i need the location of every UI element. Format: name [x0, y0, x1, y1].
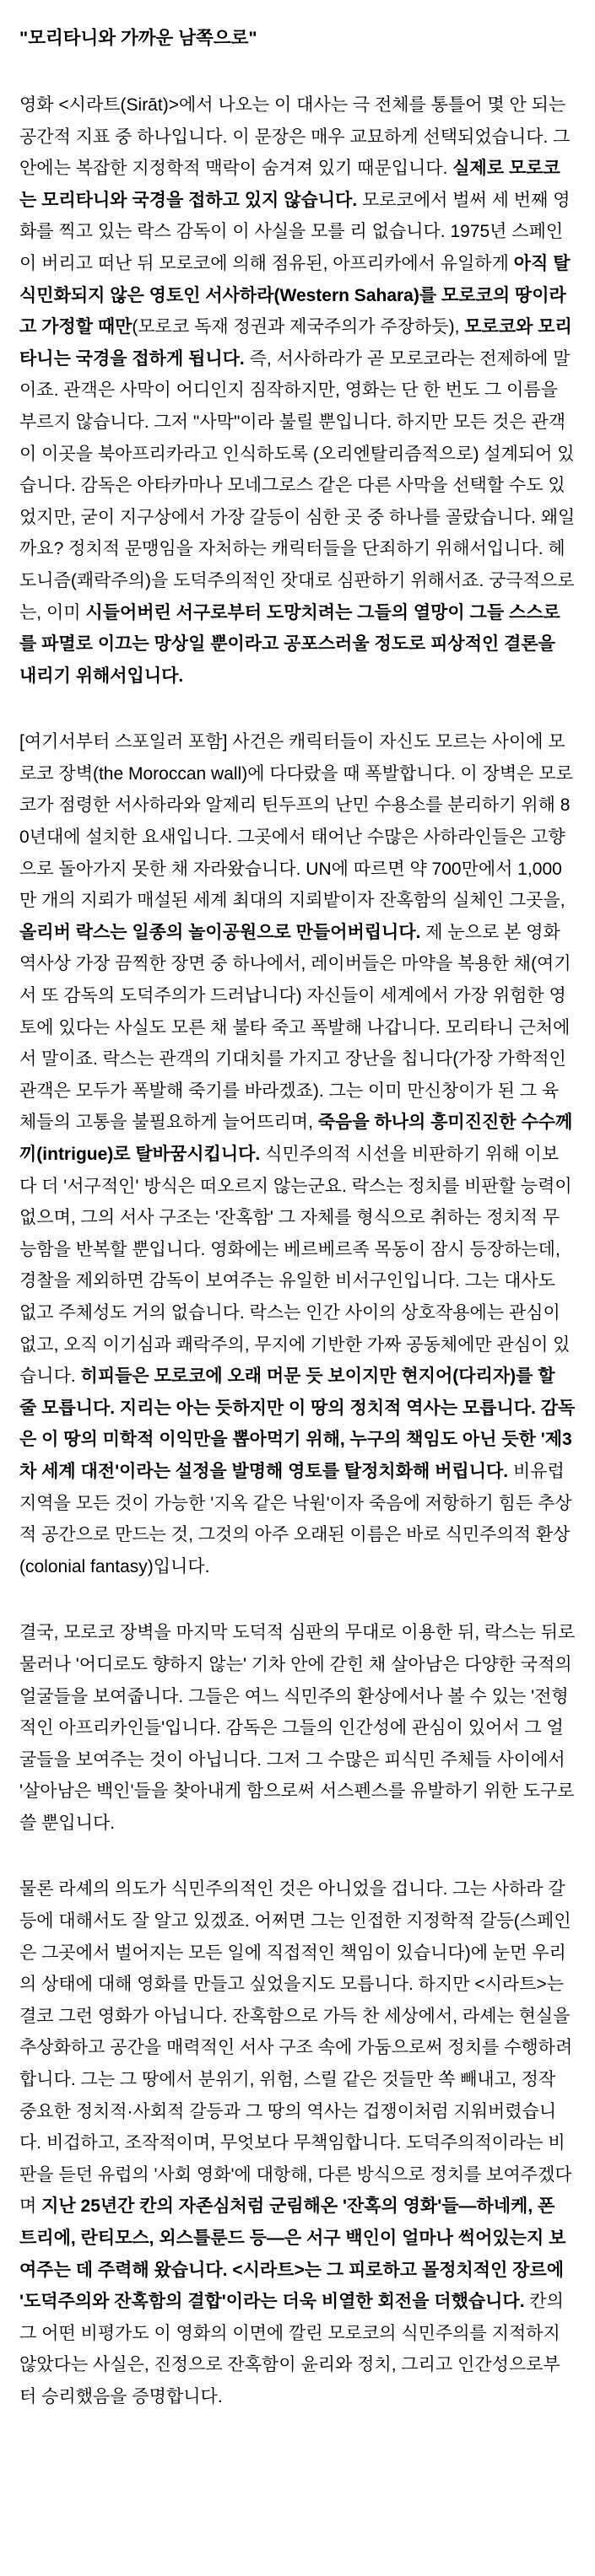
paragraph — [19, 1617, 576, 1839]
text-run: [여기서부터 스포일러 포함] 사건은 캐릭터들이 자신도 모르는 사이에 모로코 장벽(the Moroccan wall)에 다다랐을 때 폭발합니다. 이 장벽은 모로코가 점령한 서사하라와 알제리 틴두프의 난민 수용소를 분리하기 위해 80년대에 설치한 요새입니다. 그곳에서 태어난 수많은 사하라인들은 고향으로 돌아가지 못한 채 자라왔습니다. UN에 따르면 약 700만에서 1,000만 개의 지뢰가 매설된 세계 최대의 지뢰밭이자 잔혹함의 실체인 그곳을, — [19, 732, 573, 911]
text-run: 식민주의적 시선을 비판하기 위해 이보다 더 '서구적인' 방식은 떠오르지 않는군요. 락스는 정치를 비판할 능력이 없으며, 그의 서사 구조는 '잔혹함' 그 자체를 형식으로 취하는 정치적 무능함을 반복할 뿐입니다. 영화에는 베르베르족 목동이 잠시 등장하는데, 경찰을 제외하면 감독이 보여주는 유일한 비서구인입니다. 그는 대사도 없고 주체성도 거의 없습니다. 락스는 인간 사이의 상호작용에는 관심이 없고, 오직 이기심과 쾌락주의, 무지에 기반한 가짜 공동체에만 관심이 있습니다. — [19, 1145, 572, 1387]
paragraph — [19, 1873, 576, 2412]
text-run: 칸의 그 어떤 비평가도 이 영화의 이면에 깔린 모로코의 식민주의를 지적하지 않았다는 사실은, 진정으로 잔혹함이 윤리와 정치, 그리고 인간성으로부터 승리했음을 증명합니다. — [19, 2292, 564, 2406]
bold-text-run: 올리버 락스는 일종의 놀이공원으로 만들어버립니다. — [19, 922, 421, 942]
text-run: 물론 라셰의 의도가 식민주의적인 것은 아니었을 겁니다. 그는 사하라 갈등에 대해서도 잘 알고 있겠죠. 어쩌면 그는 인접한 지정학적 갈등(스페인은 그곳에서 벌어지는 모든 일에 직접적인 책임이 있습니다)에 눈먼 우리의 상태에 대해 영화를 만들고 싶었을지도 모릅니다. 하지만 <시라트>는 결코 그런 영화가 아닙니다. 잔혹함으로 가득 찬 세상에서, 라셰는 현실을 추상화하고 공간을 매력적인 서사 구조 속에 가둠으로써 정치를 수행하려 합니다. 그는 그 땅에서 분위기, 위험, 스릴 같은 것들만 쏙 빼내고, 정작 중요한 정치적·사회적 갈등과 그 땅의 역사는 겁쟁이처럼 지워버렸습니다. 비겁하고, 조작적이며, 무엇보다 무책임합니다. 도덕주의적이라는 비판을 듣던 유럽의 '사회 영화'에 대항해, 다른 방식으로 정치를 보여주겠다며 — [19, 1879, 573, 2217]
bold-text-run: 지난 25년간 칸의 자존심처럼 군림해온 '잔혹의 영화'들—하네케, 폰 트리에, 란티모스, 외스틀룬드 등—은 서구 백인이 얼마나 썩어있는지 보여주는 데 주력해 왔습니다. <시라트>는 그 피로하고 몰정치적인 장르에 '도덕주의와 잔혹함의 결합'이라는 더욱 비열한 회전을 더했습니다. — [19, 2196, 566, 2312]
bold-text-run: 시들어버린 서구로부터 도망치려는 그들의 열망이 그들 스스로를 파멸로 이끄는 망상일 뿐이라고 공포스러울 정도로 피상적인 결론을 내리기 위해서입니다. — [19, 602, 560, 686]
article-body — [19, 89, 576, 2413]
bold-text-run: 히피들은 모로코에 오래 머문 듯 보이지만 현지어(다리자)를 할 줄 모릅니다. 지리는 아는 듯하지만 이 땅의 정치적 역사는 모릅니다. 감독은 이 땅의 미학적 이익만을 뽑아먹기 위해, 누구의 책임도 아닌 듯한 '제3차 세계 대전'이라는 설정을 발명해 영토를 탈정치화해 버립니다. — [19, 1366, 576, 1481]
paragraph — [19, 726, 576, 1582]
text-run: 비유럽 지역을 모든 것이 가능한 '지옥 같은 낙원'이자 죽음에 저항하기 힘든 추상적 공간으로 만드는 것, 그것의 아주 오래된 이름은 바로 식민주의적 환상(colonial fantasy)입니다. — [19, 1461, 572, 1576]
text-run: 모로코에서 벌써 세 번째 영화를 찍고 있는 락스 감독이 이 사실을 모를 리 없습니다. 1975년 스페인이 버리고 떠난 뒤 모로코에 의해 점유된, 아프리카에서 유일하게 — [19, 190, 571, 273]
text-run: 즉, 서사하라가 곧 모로코라는 전제하에 말이죠. 관객은 사막이 어디인지 짐작하지만, 영화는 단 한 번도 그 이름을 부르지 않습니다. 그저 "사막"이라 불릴 뿐입니다. 하지만 모든 것은 관객이 이곳을 북아프리카라고 인식하도록 (오리엔탈리즘적으로) 설계되어 있습니다. 감독은 아타카마나 모네그로스 같은 다른 사막을 선택할 수도 있었지만, 굳이 지구상에서 가장 갈등이 심한 곳 중 하나를 골랐습니다. 왜일까요? 정치적 문맹임을 자처하는 캐릭터들을 단죄하기 위해서입니다. 헤도니즘(쾌락주의)을 도덕주의적인 잣대로 심판하기 위해서죠. 궁극적으로는, 이미 — [19, 348, 576, 622]
paragraph — [19, 89, 576, 692]
text-run: 제 눈으로 본 영화 역사상 가장 끔찍한 장면 중 하나에서, 레이버들은 마약을 복용한 채(여기서 또 감독의 도덕주의가 드러납니다) 자신들이 세계에서 가장 위험한 영토에 있다는 사실도 모른 채 불타 죽고 폭발해 나갑니다. 모리타니 근처에서 말이죠. 락스는 관객의 기대치를 가지고 장난을 칩니다(가장 가학적인 관객은 모두가 폭발해 죽기를 바라겠죠). 그는 이미 만신창이가 된 그 육체들의 고통을 불필요하게 늘어뜨리며, — [19, 922, 571, 1133]
text-run: 결국, 모로코 장벽을 마지막 도덕적 심판의 무대로 이용한 뒤, 락스는 뒤로 물러나 '어디로도 향하지 않는' 기차 안에 갇힌 채 살아남은 다양한 국적의 얼굴들을 보여줍니다. 그들은 여느 식민주의 환상에서나 볼 수 있는 '전형적인 아프리카인들'입니다. 감독은 그들의 인간성에 관심이 있어서 그 얼굴들을 보여주는 것이 아닙니다. 그저 그 수많은 피식민 주체들 사이에서 '살아남은 백인'들을 찾아내게 함으로써 서스펜스를 유발하기 위한 도구로 쓸 뿐입니다. — [19, 1623, 576, 1833]
bold-text-run: 모로코와 모리타니는 국경을 접하게 됩니다. — [19, 317, 572, 369]
article-title: "모리타니와 가까운 남쪽으로" — [19, 28, 257, 48]
bold-text-run: 죽음을 하나의 흥미진진한 수수께끼(intrigue)로 탈바꿈시킵니다. — [19, 1113, 573, 1164]
bold-text-run: 실제로 모로코는 모리타니와 국경을 접하고 있지 않습니다. — [19, 159, 560, 210]
bold-text-run: 아직 탈식민화되지 않은 영토인 서사하라(Western Sahara)를 모로코의 땅이라고 가정할 때만 — [19, 253, 571, 337]
text-run: 영화 <시라트(Sirāt)>에서 나오는 이 대사는 극 전체를 통틀어 몇 안 되는 공간적 지표 중 하나입니다. 이 문장은 매우 교묘하게 선택되었습니다. 그 안에는 복잡한 지정학적 맥락이 숨겨져 있기 때문입니다. — [19, 95, 571, 179]
text-run: (모로코 독재 정권과 제국주의가 주장하듯), — [132, 317, 465, 337]
